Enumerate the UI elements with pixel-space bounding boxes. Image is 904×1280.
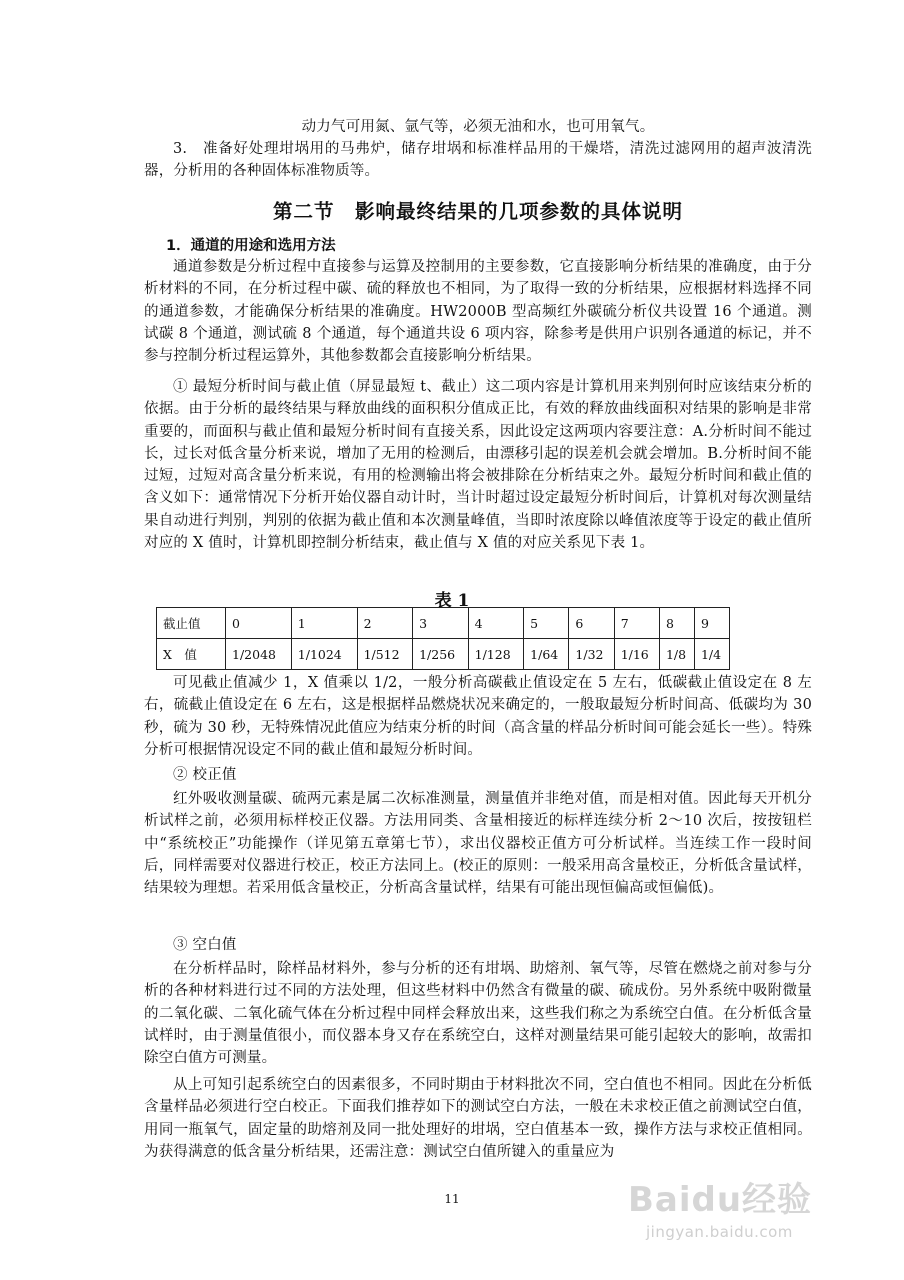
table-cell: 1/256 (413, 639, 469, 670)
paragraph-blank-method: 从上可知引起系统空白的因素很多，不同时期由于材料批次不同，空白值也不相同。因此在分析低含量样品必须进行空白校正。下面我们推荐如下的测试空白方法，一般在未求校正值之前测试空白值，用同一瓶氧气，固定量的助熔剂及同一批处理好的坩埚，空白值基本一致，操作方法与求校正值相同。为获得满意的低含量分析结果，还需注意：测试空白值所键入的重量应为 (144, 1077, 812, 1160)
table-cell: 9 (694, 608, 729, 639)
table-cell: 1/64 (524, 639, 569, 670)
table-cell: 2 (357, 608, 413, 639)
paragraph-blank: 在分析样品时，除样品材料外，参与分析的还有坩埚、助熔剂、氧气等，尽管在燃烧之前对参与分析的各种材料进行过不同的方法处理，但这些材料中仍然含有微量的碳、硫成份。另外系统中吸附微量的二氧化碳、二氧化硫气体在分析过程中同样会释放出来，这些我们称之为系统空白值。在分析低含量试样时，由于测量值很小，而仪器本身又存在系统空白，这样对测量结果可能引起较大的影响，故需扣除空白值方可测量。 (144, 961, 812, 1067)
heading-calibration: ② 校正值 (173, 767, 237, 783)
subheading-channel: 1．通道的用途和选用方法 (166, 238, 336, 254)
watermark-url: jingyan.baidu.com (646, 1223, 793, 1241)
table-cell: 1/2048 (226, 639, 292, 670)
table-cell: 1/128 (468, 639, 524, 670)
table-cell: 1/32 (569, 639, 614, 670)
table-cell: 1/4 (694, 639, 729, 670)
table-cell: 1/1024 (291, 639, 357, 670)
table-title: 表 1 (434, 591, 470, 611)
table-cell: 3 (413, 608, 469, 639)
section-title: 第二节 影响最终结果的几项参数的具体说明 (272, 200, 683, 223)
paragraph-item-3: 3. 准备好处理坩埚用的马弗炉，储存坩埚和标准样品用的干燥塔，清洗过滤网用的超声波清洗器，分析用的各种固体标准物质等。 (144, 141, 812, 180)
table-cell: 1/512 (357, 639, 413, 670)
heading-blank: ③ 空白值 (173, 937, 237, 953)
table-cell: 1 (291, 608, 357, 639)
paragraph-cutoff: ① 最短分析时间与截止值（屏显最短 t、截止）这二项内容是计算机用来判别何时应该结束分析的依据。由于分析的最终结果与释放曲线的面积积分值成正比，有效的释放曲线面积对结果的影响是非常重要的，而面积与截止值和最短分析时间有直接关系，因此设定这两项内容要注意：A.分析时间不能过长，过长对低含量分析来说，增加了无用的检测后，由漂移引起的误差机会就会增加。B.分析时间不能过短，过短对高含量分析来说，有用的检测输出将会被排除在分析结束之外。最短分析时间和截止值的含义如下：通常情况下分析开始仪器自动计时，当计时超过设定最短分析时间后，计算机对每次测量结果自动进行判别，判别的依据为截止值和本次测量峰值，当即时浓度除以峰值浓度等于设定的截止值所对应的 X 值时，计算机即控制分析结束，截止值与 X 值的对应关系见下表 1。 (144, 379, 812, 552)
paragraph-gas: 动力气可用氮、氩气等，必须无油和水，也可用氧气。 (301, 119, 655, 135)
table-row-x (157, 639, 730, 670)
table-cell: 1/16 (614, 639, 659, 670)
table-cell: 0 (226, 608, 292, 639)
table-cell: 8 (659, 608, 694, 639)
table-cell: 7 (614, 608, 659, 639)
table-cell: 4 (468, 608, 524, 639)
table-cell: 6 (569, 608, 614, 639)
watermark-logo: Baidu经验 (628, 1180, 813, 1220)
table-cell: 1/8 (659, 639, 694, 670)
table-cell: 5 (524, 608, 569, 639)
page-number: 11 (444, 1192, 460, 1206)
paragraph-calibration: 红外吸收测量碳、硫两元素是属二次标准测量，测量值并非绝对值，而是相对值。因此每天开机分析试样之前，必须用标样校正仪器。方法用同类、含量相接近的标样连续分析 2～10 次后，按按钮栏中“系统校正”功能操作（详见第五章第七节），求出仪器校正值方可分析试样。当连续工作一段时间后，同样需要对仪器进行校正，校正方法同上。(校正的原则：一般采用高含量校正，分析低含量试样，结果较为理想。若采用低含量校正，分析高含量试样，结果有可能出现恒偏高或恒偏低)。 (144, 791, 812, 897)
table-row-cutoff (157, 608, 730, 639)
table-header-label: 截止值 (157, 608, 226, 639)
paragraph-cutoff-explain: 可见截止值减少 1，X 值乘以 1/2，一般分析高碳截止值设定在 5 左右，低碳截止值设定在 8 左右，硫截止值设定在 6 左右，这是根据样品燃烧状况来确定的，一般取最短分析时间高、低碳均为 30 秒，硫为 30 秒，无特殊情况此值应为结束分析的时间（高含量的样品分析时间可能会延长一些）。特殊分析可根据情况设定不同的截止值和最短分析时间。 (144, 675, 813, 758)
cutoff-table (156, 607, 730, 670)
paragraph-channel-params: 通道参数是分析过程中直接参与运算及控制用的主要参数，它直接影响分析结果的准确度，由于分析材料的不同，在分析过程中碳、硫的释放也不相同，为了取得一致的分析结果，应根据材料选择不同的通道参数，才能确保分析结果的准确度。HW2000B 型高频红外碳硫分析仪共设置 16 个通道。测试碳 8 个通道，测试硫 8 个通道，每个通道共设 6 项内容，除参考是供用户识别各通道的标记，并不参与控制分析过程运算外，其他参数都会直接影响分析结果。 (144, 259, 812, 365)
table-row-label: X 值 (157, 639, 226, 670)
watermark (628, 1172, 868, 1262)
